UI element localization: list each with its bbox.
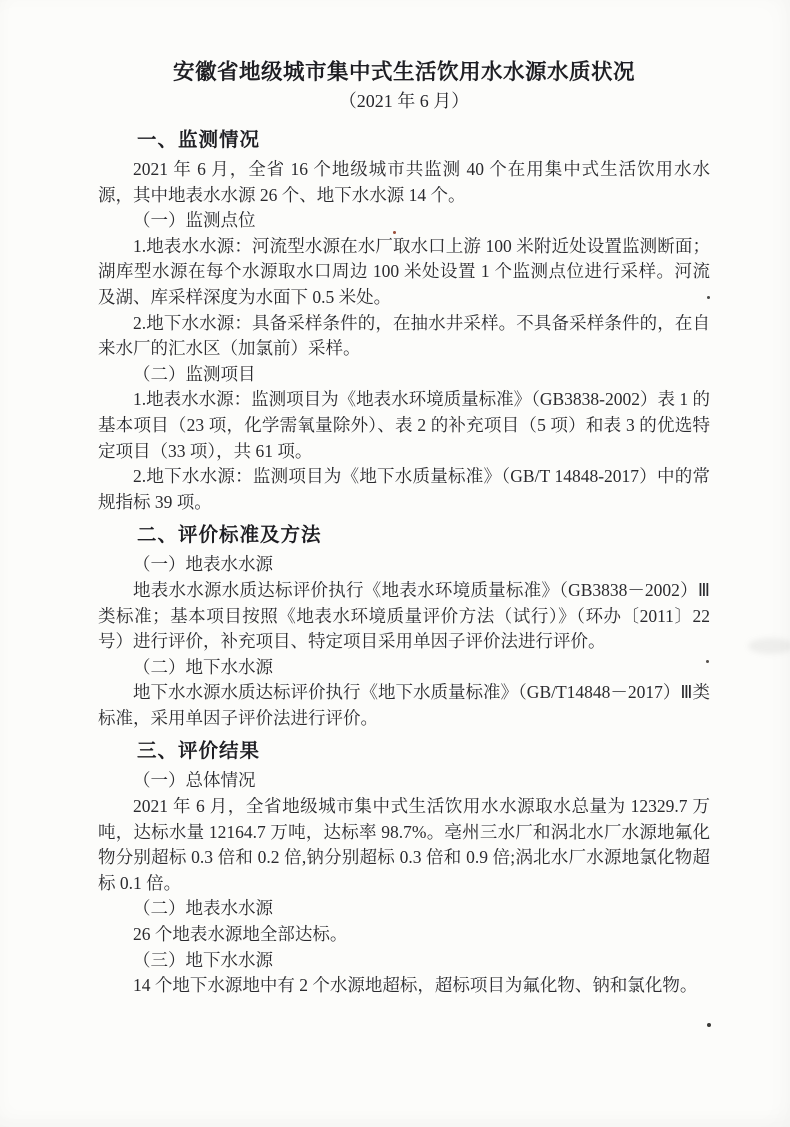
section-heading-results: 三、评价结果 — [137, 740, 261, 763]
document-title: 安徽省地级城市集中式生活饮用水水源水质状况 — [172, 60, 635, 84]
paragraph: 地下水水源水质达标评价执行《地下水质量标准》（GB/T14848－2017）Ⅲ类标准，采用单因子评价法进行评价。 — [98, 682, 710, 728]
paragraph: 1.地表水水源：河流型水源在水厂取水口上游 100 米附近处设置监测断面；湖库型水源在每个水源取水口周边 100 米处设置 1 个监测点位进行采样。河流及湖、库采样深度为水面下 0.5 米处。 — [98, 235, 710, 307]
paragraph: 2.地下水水源：监测项目为《地下水质量标准》（GB/T 14848-2017）中的常规指标 39 项。 — [98, 466, 710, 512]
scan-speck — [393, 231, 396, 234]
sub-heading: （三）地下水水源 — [133, 949, 273, 970]
document-subtitle: （2021 年 6 月） — [338, 91, 470, 111]
sub-heading: （二）地下水水源 — [133, 656, 273, 677]
paragraph: 2021 年 6 月，全省地级城市集中式生活饮用水水源取水总量为 12329.7 万吨，达标水量 12164.7 万吨，达标率 98.7%。亳州三水厂和涡北水厂水源地氟化物分别超标 0.3 倍和 0.2 倍,钠分别超标 0.3 倍和 0.9 倍;涡北水厂水源地氯化物超标 0.1 倍。 — [98, 796, 710, 893]
paragraph: 26 个地表水源地全部达标。 — [133, 924, 348, 945]
sub-heading: （一）地表水水源 — [133, 554, 273, 575]
paragraph: 地表水水源水质达标评价执行《地表水环境质量标准》（GB3838－2002）Ⅲ类标准；基本项目按照《地表水环境质量评价方法（试行）》（环办〔2011〕22 号）进行评价，补充项目、特定项目采用单因子评价法进行评价。 — [98, 579, 710, 652]
scan-speck — [707, 1023, 711, 1027]
scan-speck — [707, 296, 710, 299]
scan-smudge — [748, 638, 790, 654]
paragraph: 14 个地下水源地中有 2 个水源地超标，超标项目为氟化物、钠和氯化物。 — [133, 975, 698, 996]
sub-heading: （一）总体情况 — [133, 770, 256, 791]
section-heading-monitoring: 一、监测情况 — [137, 129, 261, 151]
paragraph: 1.地表水水源：监测项目为《地表水环境质量标准》（GB3838-2002）表 1 的基本项目（23 项，化学需氧量除外）、表 2 的补充项目（5 项）和表 3 的优选特定项目（33 项），共 61 项。 — [98, 389, 711, 461]
paragraph: 2021 年 6 月，全省 16 个地级城市共监测 40 个在用集中式生活饮用水水源，其中地表水水源 26 个、地下水水源 14 个。 — [98, 159, 710, 205]
sub-heading: （二）监测项目 — [133, 363, 256, 384]
section-heading-standards: 二、评价标准及方法 — [137, 524, 322, 547]
sub-heading: （一）监测点位 — [133, 210, 256, 231]
paragraph: 2.地下水水源：具备采样条件的，在抽水井采样。不具备采样条件的，在自来水厂的汇水区（加氯前）采样。 — [98, 312, 710, 359]
sub-heading: （二）地表水水源 — [133, 898, 273, 919]
scan-speck — [706, 660, 709, 663]
